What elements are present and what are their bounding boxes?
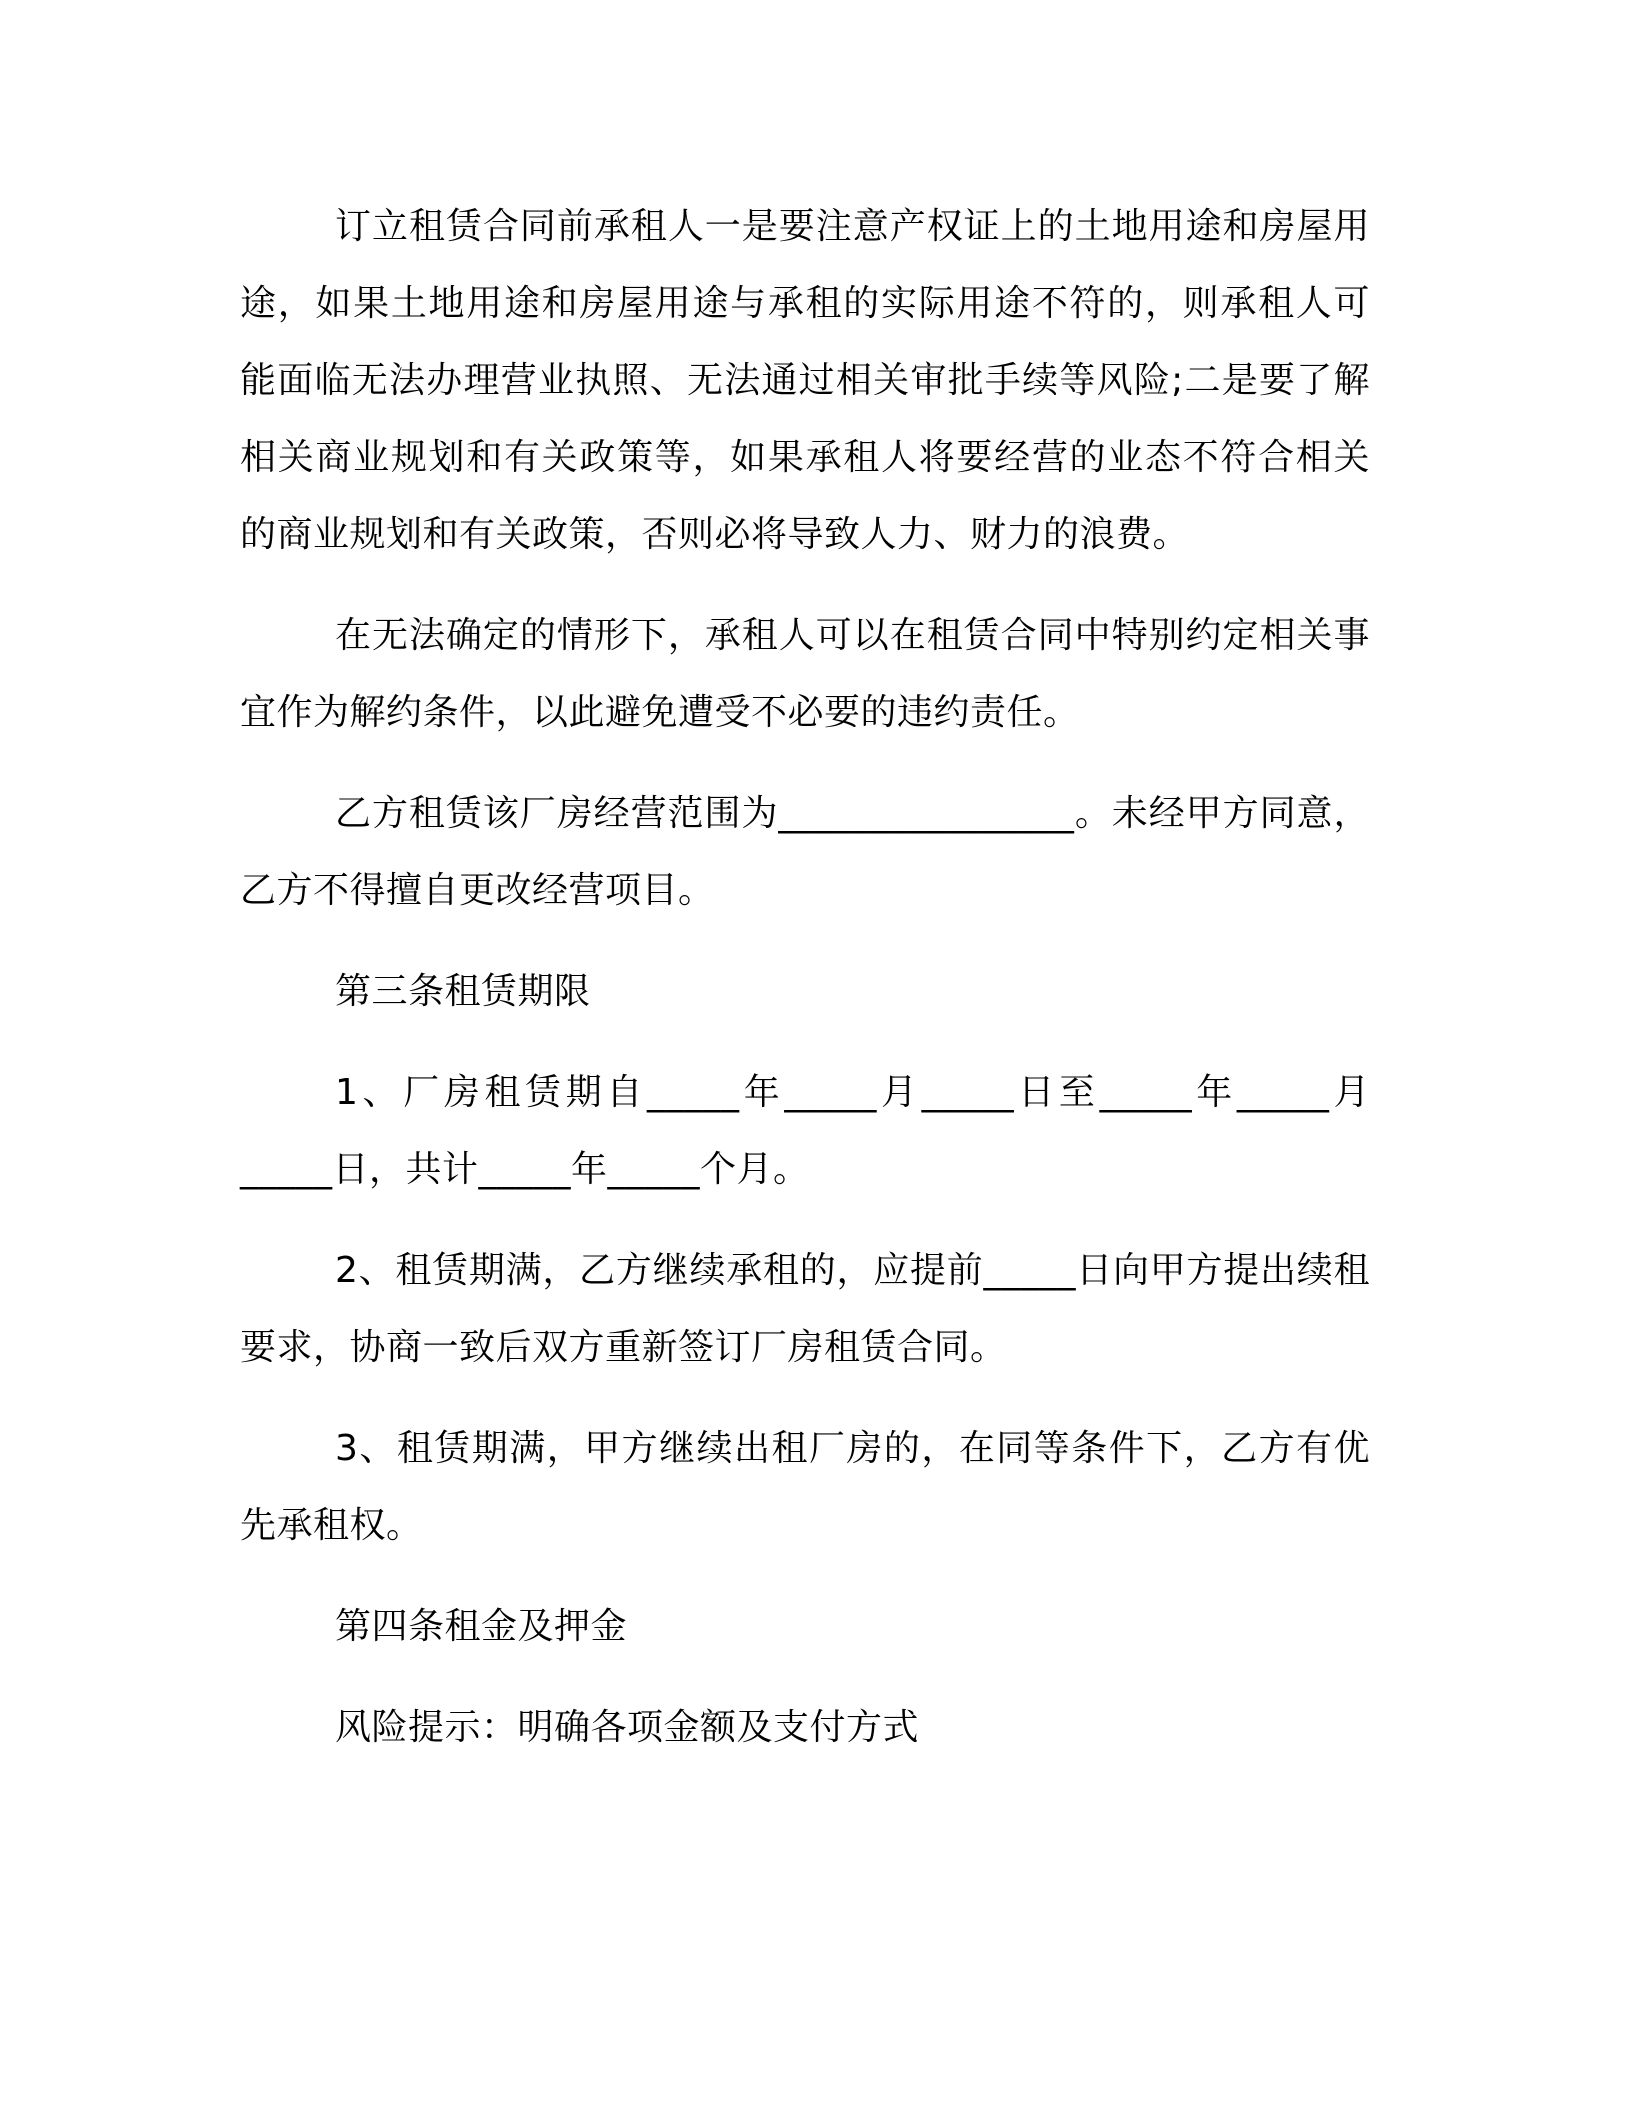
document-body xyxy=(240,188,1370,1790)
paragraph-lease-period: 1、厂房租赁期自_____年_____月_____日至_____年_____月_____日，共计_____年_____个月。 xyxy=(240,1072,1370,1190)
paragraph-termination-condition: 在无法确定的情形下，承租人可以在租赁合同中特别约定相关事宜作为解约条件，以此避免遭受不必要的违约责任。 xyxy=(240,615,1370,733)
paragraph-business-scope: 乙方租赁该厂房经营范围为________________。未经甲方同意，乙方不得擅自更改经营项目。 xyxy=(240,793,1370,911)
paragraph-lease-caution: 订立租赁合同前承租人一是要注意产权证上的土地用途和房屋用途，如果土地用途和房屋用途与承租的实际用途不符的，则承租人可能面临无法办理营业执照、无法通过相关审批手续等风险;二是要了解相关商业规划和有关政策等，如果承租人将要经营的业态不符合相关的商业规划和有关政策，否则必将导致人力、财力的浪费。 xyxy=(240,206,1370,555)
paragraph-lease-renewal: 2、租赁期满，乙方继续承租的，应提前_____日向甲方提出续租要求，协商一致后双方重新签订厂房租赁合同。 xyxy=(240,1250,1370,1368)
heading-article-3: 第三条租赁期限 xyxy=(335,971,591,1012)
paragraph-risk-notice: 风险提示：明确各项金额及支付方式 xyxy=(335,1707,920,1748)
heading-article-4: 第四条租金及押金 xyxy=(335,1606,628,1647)
paragraph-priority-right: 3、租赁期满，甲方继续出租厂房的，在同等条件下，乙方有优先承租权。 xyxy=(240,1428,1370,1546)
